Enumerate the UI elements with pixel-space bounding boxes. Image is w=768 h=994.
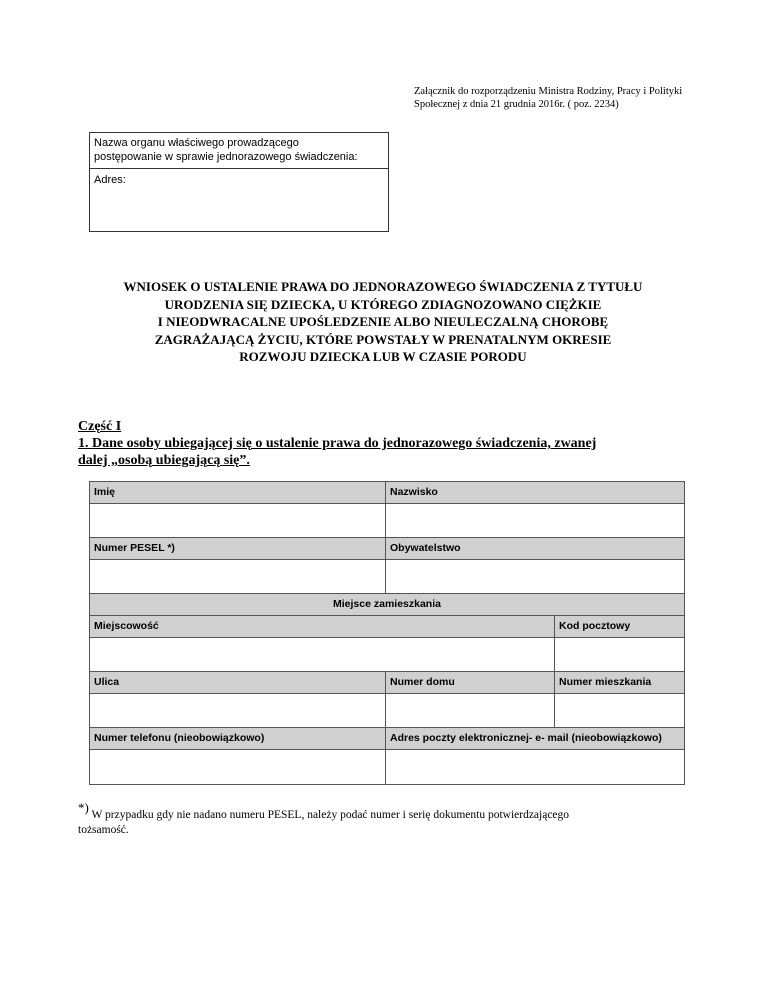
first-name-input[interactable] [90,504,386,538]
part-heading [78,418,698,469]
section-title-line2: dalej „osobą ubiegającą się”. [78,453,250,468]
phone-input[interactable] [90,750,386,784]
email-header: Adres poczty elektronicznej- e- mail (nieobowiązkowo) [386,728,684,750]
footnote-text-line2: tożsamość. [78,824,129,836]
city-input[interactable] [90,638,555,672]
authority-name-label-line2: postępowanie w sprawie jednorazowego świadczenia: [94,151,358,163]
last-name-input[interactable] [386,504,684,538]
attachment-note-line2: Społecznej z dnia 21 grudnia 2016r. ( poz. 2234) [414,99,619,110]
residence-header: Miejsce zamieszkania [90,594,684,616]
applicant-data-table [89,481,685,785]
pesel-header: Numer PESEL *) [90,538,386,560]
part-title: Część I [78,419,122,434]
title-line4: ZAGRAŻAJĄCĄ ŻYCIU, KTÓRE POWSTAŁY W PRENATALNYM OKRESIE [154,331,612,347]
pesel-footnote [78,800,678,838]
postal-code-input[interactable] [555,638,684,672]
phone-header: Numer telefonu (nieobowiązkowo) [90,728,386,750]
title-line2: URODZENIA SIĘ DZIECKA, U KTÓREGO ZDIAGNOZOWANO CIĘŻKIE [164,296,602,312]
street-header: Ulica [90,672,386,694]
title-line3: I NIEODWRACALNE UPOŚLEDZENIE ALBO NIEULECZALNĄ CHOROBĘ [157,314,609,329]
house-number-header: Numer domu [386,672,555,694]
footnote-marker: *) [78,800,89,815]
first-name-header: Imię [90,482,386,504]
authority-name-field[interactable] [90,133,388,169]
title-line5: ROZWOJU DZIECKA LUB W CZASIE PORODU [239,349,527,364]
document-title [78,278,688,366]
street-input[interactable] [90,694,386,728]
title-line1: WNIOSEK O USTALENIE PRAWA DO JEDNORAZOWEGO ŚWIADCZENIA Z TYTUŁU [123,279,643,294]
footnote-line1 [78,800,678,823]
apartment-number-header: Numer mieszkania [555,672,684,694]
apartment-number-input[interactable] [555,694,684,728]
authority-name-label-line1: Nazwa organu właściwego prowadzącego [94,137,299,149]
authority-address-field[interactable] [90,169,388,191]
postal-code-header: Kod pocztowy [555,616,684,638]
citizenship-header: Obywatelstwo [386,538,684,560]
authority-address-label: Adres: [94,174,126,186]
section-title-line1: 1. Dane osoby ubiegającej się o ustalenie prawa do jednorazowego świadczenia, zwanej [78,436,597,451]
authority-box [89,132,389,232]
pesel-input[interactable] [90,560,386,594]
footnote-text-line1: W przypadku gdy nie nadano numeru PESEL, należy podać numer i serię dokumentu potwierdzającego [88,809,570,821]
city-header: Miejscowość [90,616,555,638]
attachment-note [414,85,714,111]
email-input[interactable] [386,750,684,784]
attachment-note-line1: Załącznik do rozporządzeniu Ministra Rodziny, Pracy i Polityki [414,86,683,97]
last-name-header: Nazwisko [386,482,684,504]
citizenship-input[interactable] [386,560,684,594]
house-number-input[interactable] [386,694,555,728]
